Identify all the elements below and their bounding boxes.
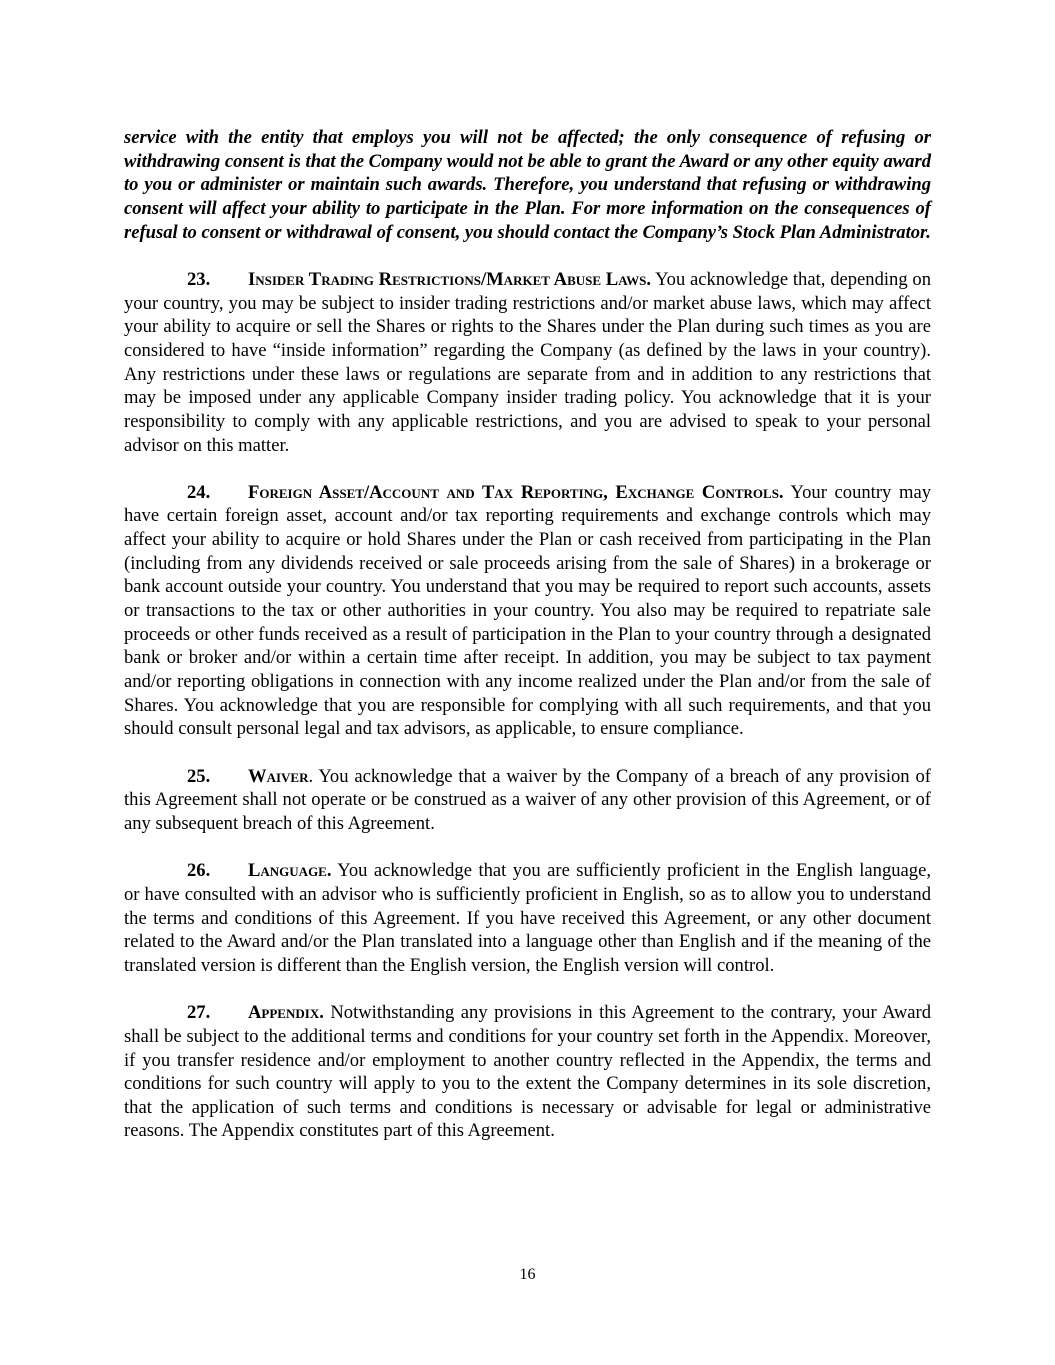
section-body: . You acknowledge that a waiver by the Company of a breach of any provision of this Agreement shall not operate or be construed as a waiver of any other provision of this Agreement, or of any subsequent breach of this Agreement.: [124, 765, 931, 834]
section-heading: Insider Trading Restrictions/Market Abuse Laws.: [248, 268, 652, 290]
section-25: [124, 765, 931, 836]
intro-paragraph: service with the entity that employs you will not be affected; the only consequence of refusing or withdrawing consent is that the Company would not be able to grant the Award or any other equity award to you or administer or maintain such awards. Therefore, you understand that refusing or withdrawing consent will affect your ability to participate in the Plan. For more information on the consequences of refusal to consent or withdrawal of consent, you should contact the Company’s Stock Plan Administrator.: [124, 127, 931, 243]
section-number: 23.: [187, 268, 211, 290]
section-heading: Appendix.: [248, 1002, 324, 1024]
section-heading: Foreign Asset/Account and Tax Reporting, Exchange Controls.: [248, 481, 784, 503]
section-26: [124, 859, 931, 977]
section-number: 25.: [187, 765, 211, 787]
section-body: You acknowledge that you are sufficiently proficient in the English language, or have consulted with an advisor who is sufficiently proficient in English, so as to allow you to understand the terms and conditions of this Agreement. If you have received this Agreement, or any other document related to the Award and/or the Plan translated into a language other than English and if the meaning of the translated version is different than the English version, the English version will control.: [124, 860, 931, 976]
section-body: Your country may have certain foreign asset, account and/or tax reporting requirements and exchange controls which may affect your ability to acquire or hold Shares under the Plan or cash received from participating in the Plan (including from any dividends received or sale proceeds arising from the sale of Shares) in a brokerage or bank account outside your country. You understand that you may be required to report such accounts, assets or transactions to the tax or other authorities in your country. You also may be required to repatriate sale proceeds or other funds received as a result of participation in the Plan to your country through a designated bank or broker and/or within a certain time after receipt. In addition, you may be subject to tax payment and/or reporting obligations in connection with any income realized under the Plan and/or from the sale of Shares. You acknowledge that you are responsible for complying with all such requirements, and that you should consult personal legal and tax advisors, as applicable, to ensure compliance.: [124, 481, 931, 740]
section-number: 24.: [187, 481, 211, 503]
section-number: 26.: [187, 860, 211, 882]
section-number: 27.: [187, 1002, 211, 1024]
section-23: [124, 268, 931, 457]
section-body: Notwithstanding any provisions in this Agreement to the contrary, your Award shall be subject to the additional terms and conditions for your country set forth in the Appendix. Moreover, if you transfer residence and/or employment to another country reflected in the Appendix, the terms and conditions for such country will apply to you to the extent the Company determines in its sole discretion, that the application of such terms and conditions is necessary or advisable for legal or administrative reasons. The Appendix constitutes part of this Agreement.: [124, 1002, 931, 1142]
section-heading: Language.: [248, 860, 332, 882]
section-heading: Waiver: [248, 765, 309, 787]
page-number: 16: [519, 1266, 536, 1283]
section-24: [124, 481, 931, 741]
section-27: [124, 1001, 931, 1143]
section-body: You acknowledge that, depending on your country, you may be subject to insider trading restrictions and/or market abuse laws, which may affect your ability to acquire or sell the Shares or rights to the Shares under the Plan during such times as you are considered to have “inside information” regarding the Company (as defined by the laws in your country). Any restrictions under these laws or regulations are separate from and in addition to any restrictions that may be imposed under any applicable Company insider trading policy. You acknowledge that it is your responsibility to comply with any applicable restrictions, and you are advised to speak to your personal advisor on this matter.: [124, 268, 931, 456]
document-body: [124, 126, 931, 1167]
